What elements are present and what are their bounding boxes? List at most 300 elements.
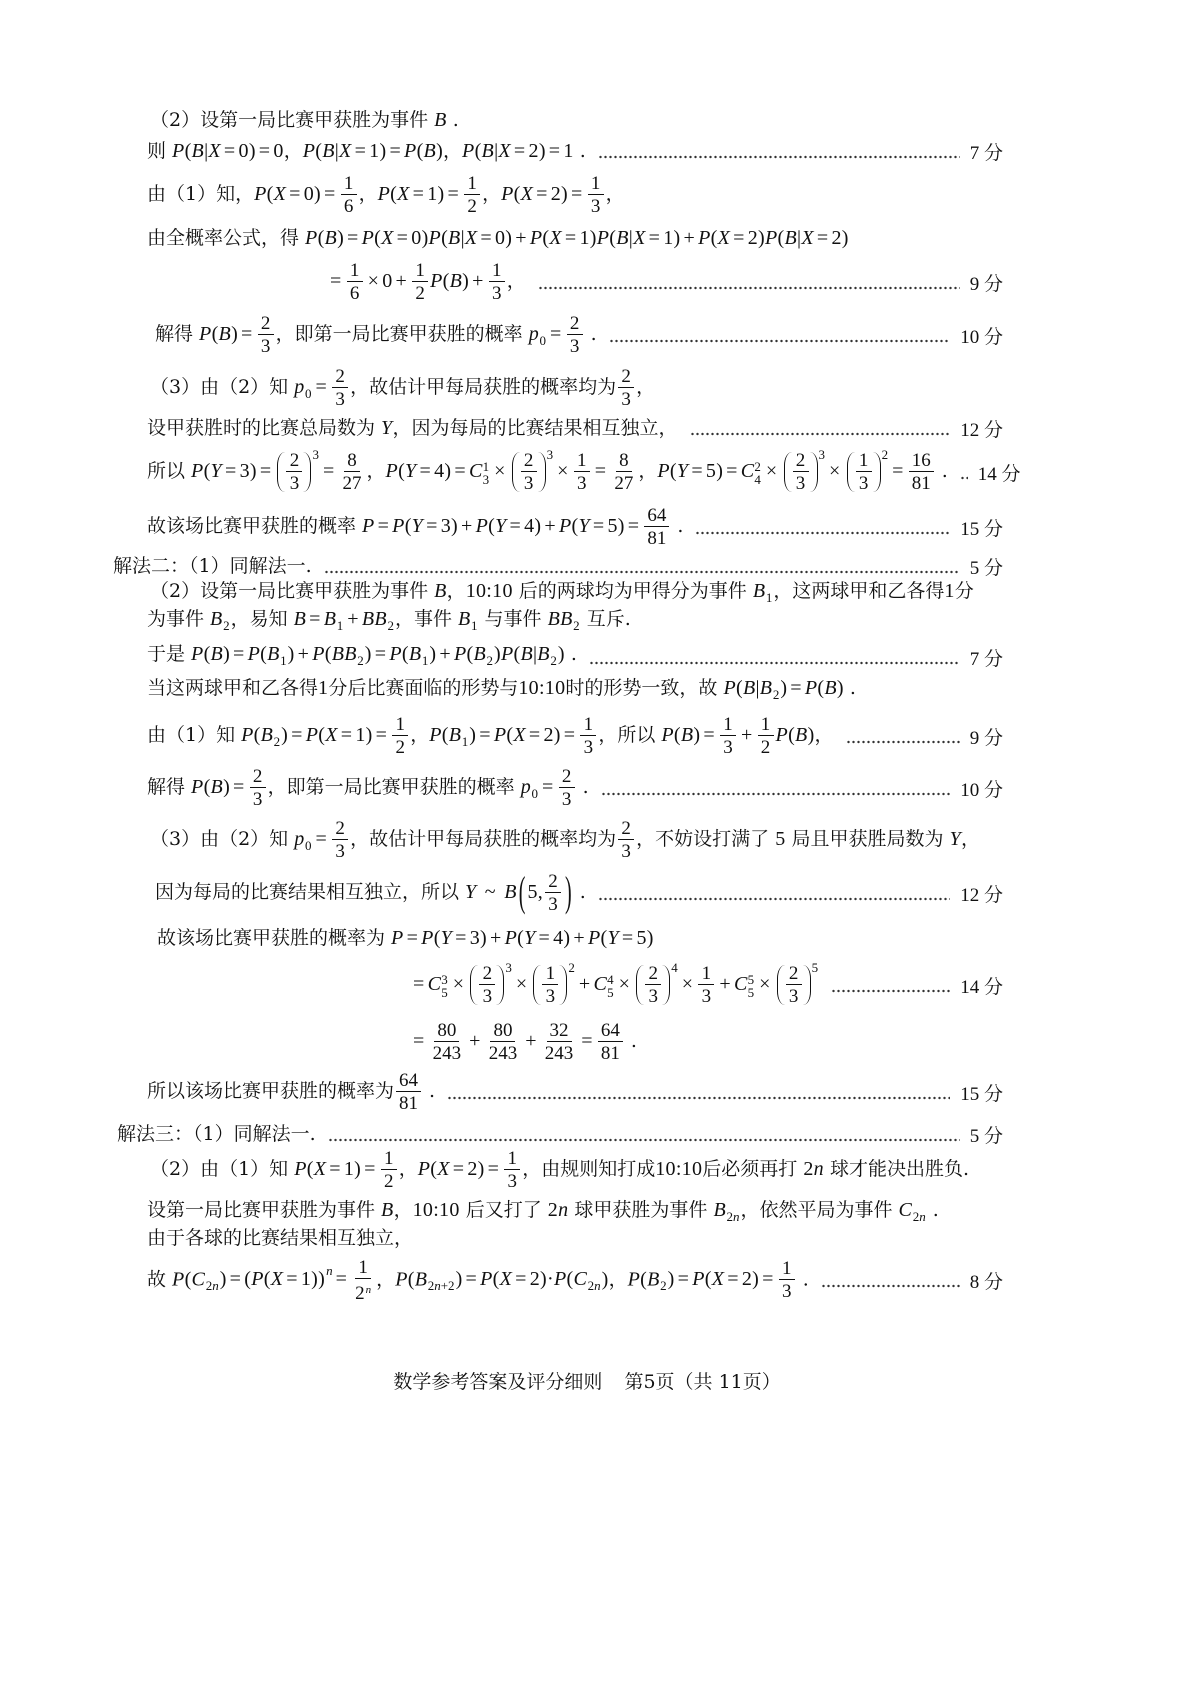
- score-points: 14 分: [977, 463, 1021, 485]
- text-run: ，: [443, 140, 463, 162]
- text-run: ，故估计甲每局获胜的概率均为: [350, 376, 617, 398]
- fraction-numerator: 32: [547, 1021, 572, 1042]
- subscript: 0: [305, 838, 312, 853]
- fraction: [786, 964, 802, 1006]
- fraction: [645, 964, 661, 1006]
- fraction-numerator: 2: [479, 964, 495, 985]
- line-content: [147, 227, 849, 249]
- fraction: [352, 1258, 374, 1303]
- math-expression: P(B|X = 2) = 1: [462, 140, 574, 162]
- left-paren: [784, 452, 792, 492]
- subscript: 0: [539, 333, 546, 348]
- right-paren: [496, 965, 504, 1005]
- text-run: ，由规则知打成: [522, 1158, 656, 1180]
- text-run: ，: [506, 270, 526, 292]
- dot-leader: [447, 1096, 950, 1100]
- math-expression: ) = P(X = 2) =: [469, 724, 576, 746]
- denominator-value: 6: [349, 283, 360, 304]
- denominator-exponent: n: [365, 1283, 372, 1296]
- fraction-numerator: 80: [490, 1021, 515, 1042]
- denominator-value: 243: [488, 1043, 518, 1064]
- math-expression: Y ~ B: [465, 881, 517, 903]
- math-expression: =: [413, 1030, 425, 1052]
- text-run: ，依然平局为事件: [740, 1198, 899, 1221]
- fraction: [545, 872, 561, 914]
- line-content: [410, 960, 819, 1007]
- math-expression: P(B|X = 0) = 0: [172, 140, 284, 162]
- fraction-denominator: [786, 985, 802, 1006]
- fraction-numerator: 2: [559, 767, 575, 788]
- math-expression: P(B) =: [661, 724, 715, 746]
- fraction: [258, 314, 274, 356]
- text-run: 时的形势一致，故: [565, 676, 724, 699]
- subscript: 2n: [587, 1278, 601, 1293]
- dot-leader: [589, 661, 960, 665]
- fraction-denominator: [598, 1042, 623, 1063]
- math-expression: 2n: [803, 1158, 824, 1180]
- denominator-value: 3: [523, 473, 534, 494]
- denominator-value: 3: [545, 986, 556, 1007]
- math-expression: P(B: [241, 724, 274, 746]
- math-expression: =: [330, 270, 342, 292]
- fraction: [479, 964, 495, 1006]
- math-expression: p: [528, 323, 539, 345]
- text-run: 设甲获胜时的比赛总局数为: [147, 417, 382, 439]
- exponent: 3: [546, 447, 554, 462]
- math-expression: p: [294, 828, 305, 850]
- denominator-value: 3: [260, 336, 271, 357]
- math-expression: P(B: [429, 724, 462, 746]
- subscript: 2: [573, 617, 580, 633]
- index-subscript: 5: [747, 985, 755, 1000]
- text-run: ，不妨设打满了: [636, 828, 776, 850]
- math-expression: =: [315, 376, 328, 398]
- fraction-denominator: [793, 472, 809, 493]
- math-expression: ) = P(B: [364, 642, 422, 665]
- combination-index: [748, 973, 755, 999]
- fraction-denominator: [581, 736, 597, 757]
- fraction-numerator: 1: [588, 174, 604, 195]
- answer-line: [155, 868, 1003, 918]
- denominator-value: 81: [647, 528, 667, 549]
- text-run: .: [624, 1030, 637, 1052]
- text-run: ，因为每局的比赛结果相互独立，: [392, 417, 678, 439]
- index-superscript: 4: [607, 972, 614, 987]
- fraction-numerator: 8: [616, 451, 632, 472]
- big-paren: ): [565, 869, 572, 917]
- fraction-numerator: 1: [381, 1149, 397, 1170]
- math-expression: ): [601, 1268, 609, 1290]
- fraction: [559, 767, 575, 809]
- fraction-numerator: 1: [856, 451, 872, 472]
- text-run: 局且甲获胜局数为: [785, 828, 950, 850]
- text-run: ，: [366, 460, 386, 482]
- text-run: ，即第一局比赛甲获胜的概率: [275, 323, 529, 345]
- fraction: [542, 964, 558, 1006]
- parenthesized-fraction: [531, 960, 575, 1007]
- math-expression: P(B: [395, 1268, 428, 1290]
- answer-line: [410, 1017, 637, 1067]
- footer-title: 数学参考答案及评分细则: [393, 1371, 603, 1393]
- subscript: 0: [305, 386, 312, 401]
- fraction-numerator: 2: [258, 314, 274, 335]
- math-expression: 10:10: [465, 579, 513, 602]
- math-expression: 10:10: [412, 1198, 460, 1221]
- denominator-value: 243: [544, 1043, 574, 1064]
- text-run: （3）由（2）知: [150, 828, 295, 850]
- denominator-value: 3: [795, 473, 806, 494]
- math-expression: p: [520, 776, 531, 798]
- fraction: [580, 715, 596, 757]
- fraction-denominator: [392, 736, 408, 757]
- fraction-numerator: 64: [396, 1071, 421, 1092]
- math-expression: BB: [547, 607, 573, 630]
- denominator-value: 2: [415, 283, 425, 304]
- text-run: 当这两球甲和乙各得: [147, 676, 319, 699]
- fraction-denominator: [430, 1042, 465, 1063]
- answer-line: [327, 257, 1003, 307]
- line-content: [327, 261, 526, 303]
- math-expression: P(X = 2) =: [417, 1158, 500, 1180]
- text-run: 解得: [147, 776, 192, 798]
- score-points: 9 分: [969, 727, 1003, 749]
- math-expression: ×: [759, 973, 771, 995]
- text-run: 所以该场比赛甲获胜的概率为: [147, 1080, 395, 1102]
- fraction-numerator: 2: [545, 872, 561, 893]
- subscript: 2: [772, 686, 780, 702]
- index-superscript: 5: [747, 972, 755, 987]
- math-expression: ×: [494, 460, 506, 482]
- index-subscript: 3: [482, 472, 490, 487]
- denominator-value: 3: [583, 737, 594, 758]
- parenthesized-fraction: [275, 447, 319, 494]
- fraction-denominator: [779, 1280, 795, 1301]
- fraction: [598, 1021, 623, 1063]
- fraction-denominator: [347, 282, 363, 303]
- line-content: [147, 715, 834, 757]
- fraction-denominator: [545, 893, 561, 914]
- fraction: [340, 451, 365, 493]
- denominator-value: 3: [289, 473, 300, 494]
- text-run: 为事件: [147, 607, 211, 630]
- denominator-value: 81: [600, 1043, 620, 1064]
- text-run: .: [671, 515, 684, 537]
- text-run: 球才能决出胜负.: [823, 1158, 970, 1180]
- dot-leader: [601, 792, 951, 796]
- fraction-numerator: 2: [645, 964, 661, 985]
- line-content: [147, 1258, 809, 1303]
- dot-leader: [690, 432, 951, 436]
- text-run: （3）由（2）知: [150, 376, 295, 398]
- text-run: （2）设第一局比赛甲获胜为事件: [150, 579, 435, 602]
- text-run: 故该场比赛甲获胜的概率为: [157, 927, 392, 949]
- fraction-denominator: [542, 1042, 577, 1063]
- denominator-value: 3: [701, 986, 712, 1007]
- math-expression: P(B) =: [199, 323, 253, 345]
- math-expression: + BB: [347, 607, 387, 630]
- line-content: [150, 1149, 969, 1191]
- math-expression: P(B) =: [191, 776, 245, 798]
- fraction: [430, 1021, 465, 1063]
- denominator-value: 3: [548, 894, 558, 915]
- math-expression: ) = P(X = 2) =: [667, 1268, 774, 1290]
- math-expression: ×: [829, 460, 841, 482]
- fraction-numerator: 1: [412, 261, 428, 282]
- text-run: ，: [605, 183, 625, 205]
- line-content: [147, 677, 856, 706]
- combination-index: [754, 460, 761, 486]
- fraction: [574, 451, 590, 493]
- score-points: 5 分: [969, 557, 1003, 579]
- math-expression: )P(B|B: [493, 642, 550, 665]
- math-expression: P(B): [775, 724, 815, 746]
- score-points: 7 分: [969, 648, 1003, 670]
- math-expression: B: [381, 1198, 394, 1221]
- fraction-numerator: 1: [580, 715, 596, 736]
- answer-line: [147, 763, 1003, 813]
- text-run: 于是: [147, 642, 192, 665]
- denominator-value: 3: [858, 473, 869, 494]
- answer-line: [157, 913, 654, 963]
- big-paren: (: [518, 869, 526, 917]
- answer-line: [147, 447, 1021, 497]
- text-run: 与事件: [478, 607, 548, 630]
- fraction: [464, 174, 480, 216]
- denominator-value: 3: [723, 737, 733, 758]
- text-run: （2）由（1）知: [150, 1158, 295, 1180]
- left-paren: [470, 965, 478, 1005]
- math-expression: ) = (P(X = 1)): [219, 1268, 326, 1290]
- denominator-value: 81: [911, 473, 931, 494]
- subscript: 1: [471, 617, 478, 633]
- dot-leader: [831, 989, 950, 993]
- math-expression: =: [315, 828, 328, 850]
- index-subscript: 5: [441, 985, 448, 1000]
- math-expression: B = B: [293, 607, 337, 630]
- fraction-numerator: 2: [618, 819, 634, 840]
- answer-line: [147, 666, 856, 716]
- text-run: 解法三：（1）同解法一.: [117, 1123, 316, 1145]
- fraction: [392, 715, 408, 757]
- text-run: .: [796, 1268, 809, 1290]
- fraction-numerator: 1: [347, 261, 363, 282]
- dot-leader: [598, 897, 950, 901]
- combination-index: [483, 460, 490, 486]
- subscript: 2n: [205, 1278, 219, 1293]
- math-expression: 2n: [547, 1198, 569, 1221]
- subscript: 1: [336, 617, 344, 633]
- denominator-value: 3: [335, 389, 345, 410]
- text-run: 后必须再打: [702, 1158, 804, 1180]
- subscript: 2: [550, 652, 557, 668]
- subscript: 2n: [912, 1208, 926, 1224]
- fraction-numerator: 1: [464, 174, 480, 195]
- fraction-numerator: 2: [286, 451, 302, 472]
- left-paren: [533, 965, 541, 1005]
- fraction: [396, 1071, 421, 1113]
- text-run: ，: [814, 724, 834, 746]
- math-expression: = C: [413, 973, 442, 995]
- denominator-value: 3: [621, 841, 631, 862]
- math-expression: =: [581, 1030, 593, 1052]
- text-run: 由（1）知，: [147, 183, 255, 205]
- text-run: ，: [376, 1268, 396, 1290]
- answer-line: [147, 403, 1003, 453]
- fraction-denominator: [611, 472, 636, 493]
- text-run: ，事件: [394, 607, 458, 630]
- line-content: [147, 174, 625, 216]
- text-run: 解法二：（1）同解法一.: [113, 555, 312, 577]
- math-expression: P(Y = 4) = C: [385, 460, 483, 482]
- math-expression: 5: [775, 828, 786, 850]
- dot-leader: [328, 1138, 960, 1142]
- math-expression: ) = P(X = 2)·P(C: [455, 1268, 588, 1290]
- left-paren: [277, 452, 285, 492]
- math-expression: ×: [765, 460, 778, 482]
- fraction: [486, 1021, 521, 1063]
- right-paren: [303, 452, 311, 492]
- math-expression: B: [434, 579, 447, 602]
- combination-index: [441, 973, 448, 999]
- text-run: ，: [636, 376, 656, 398]
- denominator-value: 3: [788, 986, 799, 1007]
- fraction-denominator: [340, 472, 365, 493]
- fraction-numerator: 2: [521, 451, 537, 472]
- math-expression: =: [594, 460, 607, 482]
- fraction: [412, 261, 428, 303]
- text-run: ，: [482, 183, 502, 205]
- denominator-value: 243: [432, 1043, 462, 1064]
- answer-line: [147, 213, 849, 263]
- fraction-denominator: [618, 840, 634, 861]
- denominator-value: 3: [252, 789, 263, 810]
- math-expression: 10:10: [518, 676, 566, 699]
- exponent: 3: [312, 447, 319, 462]
- text-run: 解得: [155, 323, 200, 345]
- math-expression: B: [457, 607, 471, 630]
- math-expression: ×: [618, 973, 631, 995]
- text-run: ，: [393, 1198, 413, 1221]
- index-superscript: 2: [754, 459, 761, 474]
- line-content: [147, 140, 586, 162]
- denominator-value: 3: [569, 336, 580, 357]
- subscript: 2n+2: [427, 1278, 455, 1293]
- subscript: 1: [461, 734, 469, 749]
- fraction: [489, 261, 505, 303]
- text-run: ，: [410, 724, 430, 746]
- fraction: [758, 715, 774, 757]
- text-run: ，所以: [598, 724, 662, 746]
- answer-line: [147, 711, 1003, 761]
- fraction-numerator: 1: [489, 261, 505, 282]
- fraction-denominator: [480, 985, 496, 1006]
- text-run: ，这两球甲和乙各得: [773, 579, 945, 602]
- score-points: 15 分: [960, 518, 1003, 540]
- index-subscript: 5: [607, 985, 614, 1000]
- math-expression: p: [294, 376, 305, 398]
- index-superscript: 3: [441, 972, 448, 987]
- math-expression: +: [740, 724, 753, 746]
- parenthesized-fraction: [845, 447, 889, 494]
- denominator-value: 3: [590, 196, 601, 217]
- index-superscript: 1: [482, 459, 490, 474]
- math-expression: ) + P(B: [429, 642, 486, 665]
- fraction-denominator: [412, 282, 428, 303]
- line-content: [147, 447, 948, 494]
- fraction-denominator: [856, 472, 872, 493]
- score-points: 14 分: [960, 976, 1003, 998]
- fraction-numerator: 1: [392, 715, 408, 736]
- score-points: 12 分: [960, 419, 1003, 441]
- denominator-value: 3: [561, 789, 572, 810]
- denominator-value: 81: [399, 1093, 419, 1114]
- text-run: ，即第一局比赛甲获胜的概率: [267, 776, 521, 798]
- denominator-value: 3: [621, 389, 631, 410]
- exponent: 2: [881, 447, 889, 462]
- fraction: [909, 451, 934, 493]
- fraction-numerator: 1: [341, 174, 357, 195]
- left-paren: [512, 452, 520, 492]
- denominator-value: 2: [760, 737, 771, 758]
- dot-leader: [695, 531, 950, 535]
- text-run: 由于各球的比赛结果相互独立，: [147, 1227, 414, 1249]
- math-expression: P(B) = P(B: [191, 642, 280, 665]
- fraction: [618, 819, 634, 861]
- superscript: n: [326, 1263, 333, 1278]
- fraction-numerator: 1: [542, 964, 558, 985]
- math-expression: 1: [944, 579, 955, 602]
- text-run: ，: [608, 1268, 628, 1290]
- math-expression: P = P(Y = 3) + P(Y = 4) + P(Y = 5) =: [362, 515, 640, 537]
- fraction: [381, 1149, 397, 1191]
- subscript: 1: [280, 652, 287, 668]
- text-run: （2）设第一局比赛甲获胜为事件: [150, 109, 435, 131]
- denominator-value: 3: [491, 283, 502, 304]
- text-run: 故: [147, 1268, 173, 1290]
- text-run: .: [573, 881, 586, 903]
- footer-page-number: 第5页（共 11页）: [624, 1371, 781, 1393]
- math-expression: P(B) +: [430, 270, 484, 292]
- dot-leader: [609, 339, 951, 343]
- math-expression: P(Y = 3) =: [191, 460, 272, 482]
- fraction-denominator: [720, 736, 736, 757]
- subscript: 2: [223, 617, 230, 633]
- fraction: [793, 451, 809, 493]
- fraction: [286, 451, 302, 493]
- text-run: .: [564, 642, 577, 665]
- subscript: 2n: [726, 1208, 740, 1224]
- math-expression: =: [335, 1268, 348, 1290]
- math-expression: + C: [578, 973, 608, 995]
- fraction: [542, 1021, 577, 1063]
- math-expression: P(X = 0) =: [254, 183, 336, 205]
- math-expression: P = P(Y = 3) + P(Y = 4) + P(Y = 5): [391, 927, 654, 949]
- math-expression: B: [210, 607, 223, 630]
- dot-leader: [598, 155, 960, 159]
- denominator-value: 3: [577, 473, 587, 494]
- text-run: .: [573, 140, 586, 162]
- text-run: 分后比赛面临的形势与: [328, 676, 519, 699]
- text-run: .: [584, 323, 597, 345]
- text-run: 由全概率公式，得: [147, 227, 306, 249]
- left-paren: [636, 965, 644, 1005]
- fraction: [720, 715, 736, 757]
- left-paren: [847, 452, 855, 492]
- math-expression: P(X = 2) =: [501, 183, 583, 205]
- math-expression: ) = P(X = 1) =: [281, 724, 388, 746]
- subscript: 2: [660, 1278, 667, 1293]
- right-paren: [803, 965, 811, 1005]
